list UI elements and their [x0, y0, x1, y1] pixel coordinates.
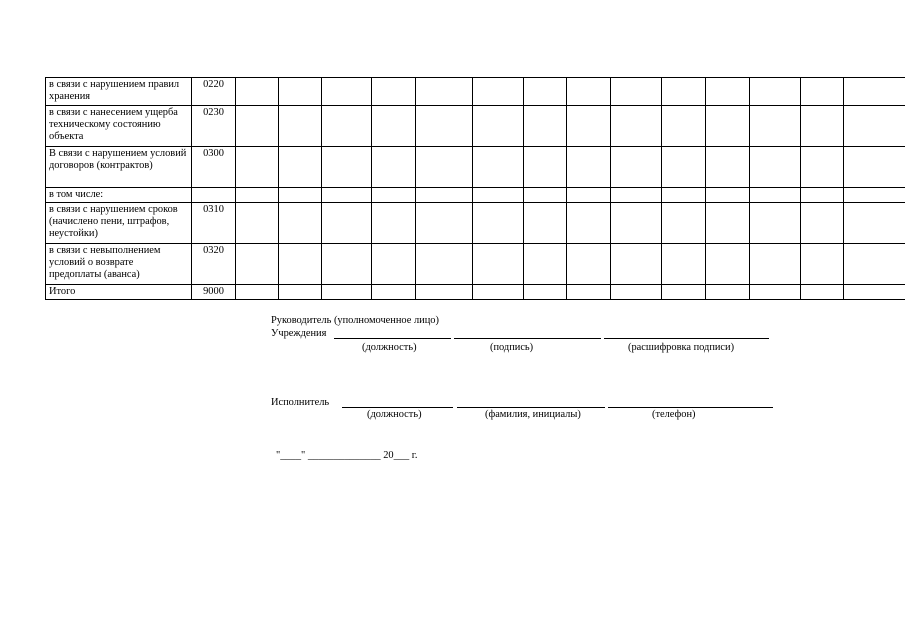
executor-label: Исполнитель: [271, 397, 330, 408]
head-position-field[interactable]: [334, 338, 451, 339]
value-cell[interactable]: [611, 106, 662, 147]
value-cell[interactable]: [611, 203, 662, 244]
row-code: 9000: [192, 285, 236, 300]
row-label: в связи с невыполнением условий о возврате предоплаты (аванса): [46, 244, 192, 285]
table-row: [46, 78, 905, 106]
value-cell[interactable]: [279, 106, 322, 147]
value-cell[interactable]: [322, 78, 372, 106]
value-cell[interactable]: [322, 147, 372, 188]
value-cell[interactable]: [706, 244, 750, 285]
value-cell[interactable]: [372, 106, 416, 147]
value-cell[interactable]: [322, 285, 372, 300]
row-label: в связи с нарушением сроков (начислено пени, штрафов, неустойки): [46, 203, 192, 244]
value-cell[interactable]: [662, 244, 706, 285]
head-name-field[interactable]: [604, 338, 769, 339]
value-cell[interactable]: [567, 78, 611, 106]
value-cell[interactable]: [236, 285, 279, 300]
value-cell[interactable]: [524, 78, 567, 106]
row-code: 0230: [192, 106, 236, 147]
value-cell[interactable]: [567, 244, 611, 285]
report-table: [45, 77, 905, 300]
value-cell[interactable]: [279, 203, 322, 244]
value-cell[interactable]: [524, 188, 567, 203]
value-cell[interactable]: [416, 147, 473, 188]
row-label: в том числе:: [46, 188, 192, 203]
value-cell[interactable]: [473, 106, 524, 147]
value-cell[interactable]: [801, 188, 844, 203]
value-cell[interactable]: [611, 285, 662, 300]
row-label: В связи с нарушением условий договоров (контрактов): [46, 147, 192, 188]
value-cell[interactable]: [706, 106, 750, 147]
value-cell[interactable]: [322, 188, 372, 203]
value-cell[interactable]: [524, 106, 567, 147]
value-cell[interactable]: [801, 285, 844, 300]
value-cell[interactable]: [662, 78, 706, 106]
value-cell[interactable]: [524, 203, 567, 244]
value-cell[interactable]: [473, 188, 524, 203]
value-cell[interactable]: [844, 285, 905, 300]
value-cell[interactable]: [372, 188, 416, 203]
value-cell[interactable]: [844, 106, 905, 147]
value-cell[interactable]: [662, 147, 706, 188]
value-cell[interactable]: [236, 147, 279, 188]
value-cell[interactable]: [416, 285, 473, 300]
head-caption-signature: (подпись): [490, 342, 534, 353]
value-cell[interactable]: [473, 244, 524, 285]
table-row: [46, 203, 905, 244]
value-cell[interactable]: [611, 244, 662, 285]
value-cell[interactable]: [473, 285, 524, 300]
executor-name-field[interactable]: [457, 407, 605, 408]
value-cell[interactable]: [750, 285, 801, 300]
head-caption-position: (должность): [362, 342, 417, 353]
value-cell[interactable]: [567, 188, 611, 203]
value-cell[interactable]: [706, 203, 750, 244]
value-cell[interactable]: [567, 203, 611, 244]
value-cell[interactable]: [322, 106, 372, 147]
value-cell[interactable]: [279, 147, 322, 188]
value-cell[interactable]: [416, 203, 473, 244]
value-cell[interactable]: [844, 203, 905, 244]
value-cell[interactable]: [706, 285, 750, 300]
value-cell[interactable]: [236, 78, 279, 106]
value-cell[interactable]: [236, 203, 279, 244]
value-cell[interactable]: [662, 188, 706, 203]
value-cell[interactable]: [322, 244, 372, 285]
value-cell[interactable]: [372, 285, 416, 300]
row-label: в связи с нанесением ущерба техническому состоянию объекта: [46, 106, 192, 147]
value-cell[interactable]: [416, 244, 473, 285]
value-cell[interactable]: [372, 244, 416, 285]
value-cell[interactable]: [372, 78, 416, 106]
value-cell[interactable]: [801, 106, 844, 147]
value-cell[interactable]: [279, 285, 322, 300]
value-cell[interactable]: [322, 203, 372, 244]
value-cell[interactable]: [662, 285, 706, 300]
executor-caption-name: (фамилия, инициалы): [485, 409, 581, 420]
value-cell[interactable]: [473, 78, 524, 106]
date-line: "____" ______________ 20___ г.: [276, 450, 418, 461]
table-row: [46, 147, 905, 188]
head-signature-field[interactable]: [454, 338, 601, 339]
table-row: [46, 106, 905, 147]
value-cell[interactable]: [524, 244, 567, 285]
value-cell[interactable]: [372, 147, 416, 188]
row-code: 0310: [192, 203, 236, 244]
value-cell[interactable]: [524, 285, 567, 300]
value-cell[interactable]: [844, 78, 905, 106]
row-code: 0320: [192, 244, 236, 285]
value-cell[interactable]: [750, 244, 801, 285]
table-row: [46, 188, 905, 203]
value-cell[interactable]: [524, 147, 567, 188]
value-cell[interactable]: [662, 203, 706, 244]
value-cell[interactable]: [473, 203, 524, 244]
row-code: 0220: [192, 78, 236, 106]
value-cell[interactable]: [801, 147, 844, 188]
executor-caption-position: (должность): [367, 409, 422, 420]
value-cell[interactable]: [801, 244, 844, 285]
value-cell[interactable]: [236, 244, 279, 285]
head-label-line2: Учреждения: [271, 328, 327, 339]
value-cell[interactable]: [706, 147, 750, 188]
value-cell[interactable]: [236, 106, 279, 147]
row-code: 0300: [192, 147, 236, 188]
value-cell[interactable]: [611, 188, 662, 203]
value-cell[interactable]: [279, 78, 322, 106]
value-cell[interactable]: [416, 106, 473, 147]
value-cell[interactable]: [611, 147, 662, 188]
row-label: Итого: [46, 285, 192, 300]
value-cell[interactable]: [567, 147, 611, 188]
executor-phone-field[interactable]: [608, 407, 773, 408]
row-label: в связи с нарушением правил хранения: [46, 78, 192, 106]
value-cell[interactable]: [706, 188, 750, 203]
value-cell[interactable]: [567, 106, 611, 147]
value-cell[interactable]: [750, 203, 801, 244]
value-cell[interactable]: [372, 203, 416, 244]
value-cell[interactable]: [236, 188, 279, 203]
value-cell[interactable]: [416, 188, 473, 203]
value-cell[interactable]: [801, 78, 844, 106]
value-cell[interactable]: [750, 106, 801, 147]
table-row: [46, 244, 905, 285]
executor-position-field[interactable]: [342, 407, 453, 408]
value-cell[interactable]: [662, 106, 706, 147]
value-cell[interactable]: [416, 78, 473, 106]
value-cell[interactable]: [279, 244, 322, 285]
value-cell[interactable]: [844, 147, 905, 188]
table-row: [46, 285, 905, 300]
value-cell[interactable]: [801, 203, 844, 244]
row-code: [192, 188, 236, 203]
value-cell[interactable]: [750, 188, 801, 203]
value-cell[interactable]: [844, 244, 905, 285]
value-cell[interactable]: [706, 78, 750, 106]
value-cell[interactable]: [844, 188, 905, 203]
value-cell[interactable]: [750, 78, 801, 106]
report-table-body: [46, 78, 905, 300]
head-caption-name: (расшифровка подписи): [628, 342, 735, 353]
value-cell[interactable]: [567, 285, 611, 300]
value-cell[interactable]: [473, 147, 524, 188]
executor-caption-phone: (телефон): [652, 409, 696, 420]
head-label-line1: Руководитель (уполномоченное лицо): [271, 315, 439, 326]
value-cell[interactable]: [750, 147, 801, 188]
value-cell[interactable]: [279, 188, 322, 203]
value-cell[interactable]: [611, 78, 662, 106]
